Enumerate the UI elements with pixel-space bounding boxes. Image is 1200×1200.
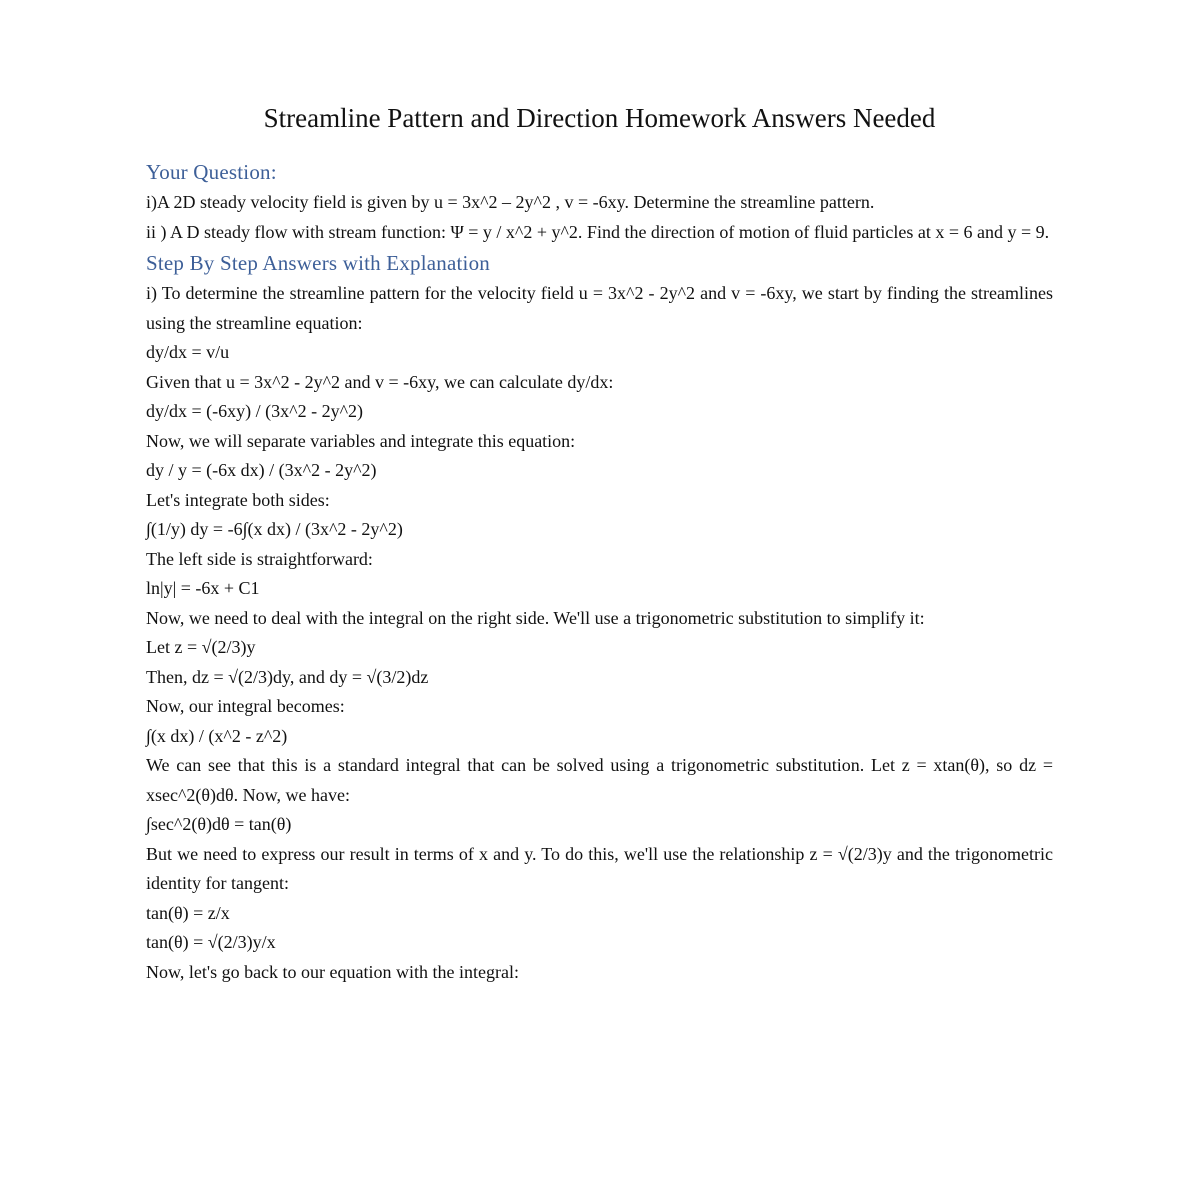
answer-paragraph: Now, let's go back to our equation with the integral: [146, 961, 519, 982]
answer-paragraph: tan(θ) = z/x [146, 902, 230, 923]
answer-paragraph: ∫(1/y) dy = -6∫(x dx) / (3x^2 - 2y^2) [146, 519, 403, 539]
answer-paragraph: ln|y| = -6x + C1 [146, 578, 260, 598]
answer-paragraph: We can see that this is a standard integral that can be solved using a trigonometric substitution. Let z = xtan(θ), so dz = xsec^2(θ)dθ. Now, we have: [146, 755, 1053, 805]
answer-paragraph: Then, dz = √(2/3)dy, and dy = √(3/2)dz [146, 666, 429, 687]
answer-paragraph: dy/dx = (-6xy) / (3x^2 - 2y^2) [146, 401, 364, 421]
answer-paragraph: But we need to express our result in terms of x and y. To do this, we'll use the relationship z = √(2/3)y and the trigonometric identity for tangent: [146, 843, 1053, 893]
answer-paragraph: Let z = √(2/3)y [146, 637, 256, 657]
answer-heading: Step By Step Answers with Explanation [146, 251, 490, 275]
document-title: Streamline Pattern and Direction Homework Answers Needed [263, 103, 936, 133]
answer-paragraph: Given that u = 3x^2 - 2y^2 and v = -6xy, we can calculate dy/dx: [146, 371, 614, 392]
answer-paragraph: dy / y = (-6x dx) / (3x^2 - 2y^2) [146, 460, 377, 480]
answer-paragraph: Now, we need to deal with the integral on the right side. We'll use a trigonometric substitution to simplify it: [146, 607, 925, 628]
question-heading: Your Question: [146, 160, 277, 184]
answer-paragraph: ∫(x dx) / (x^2 - z^2) [146, 725, 288, 746]
answer-paragraph: Now, we will separate variables and integrate this equation: [146, 430, 576, 451]
answer-paragraph: Now, our integral becomes: [146, 696, 345, 716]
answer-paragraph: i) To determine the streamline pattern for the velocity field u = 3x^2 - 2y^2 and v = -6xy, we start by finding the streamlines using the streamline equation: [146, 283, 1053, 333]
question-paragraph: ii ) A D steady flow with stream function: Ψ = y / x^2 + y^2. Find the direction of motion of fluid particles at x = 6 and y = 9. [146, 221, 1050, 242]
answer-paragraph: Let's integrate both sides: [146, 489, 330, 510]
answer-paragraph: tan(θ) = √(2/3)y/x [146, 932, 276, 952]
answer-paragraph: The left side is straightforward: [146, 548, 373, 569]
question-paragraph: i)A 2D steady velocity field is given by u = 3x^2 – 2y^2 , v = -6xy. Determine the streamline pattern. [146, 192, 875, 212]
document-page [146, 98, 1053, 987]
answer-paragraph: dy/dx = v/u [146, 342, 230, 362]
answer-paragraph: ∫sec^2(θ)dθ = tan(θ) [146, 814, 292, 834]
